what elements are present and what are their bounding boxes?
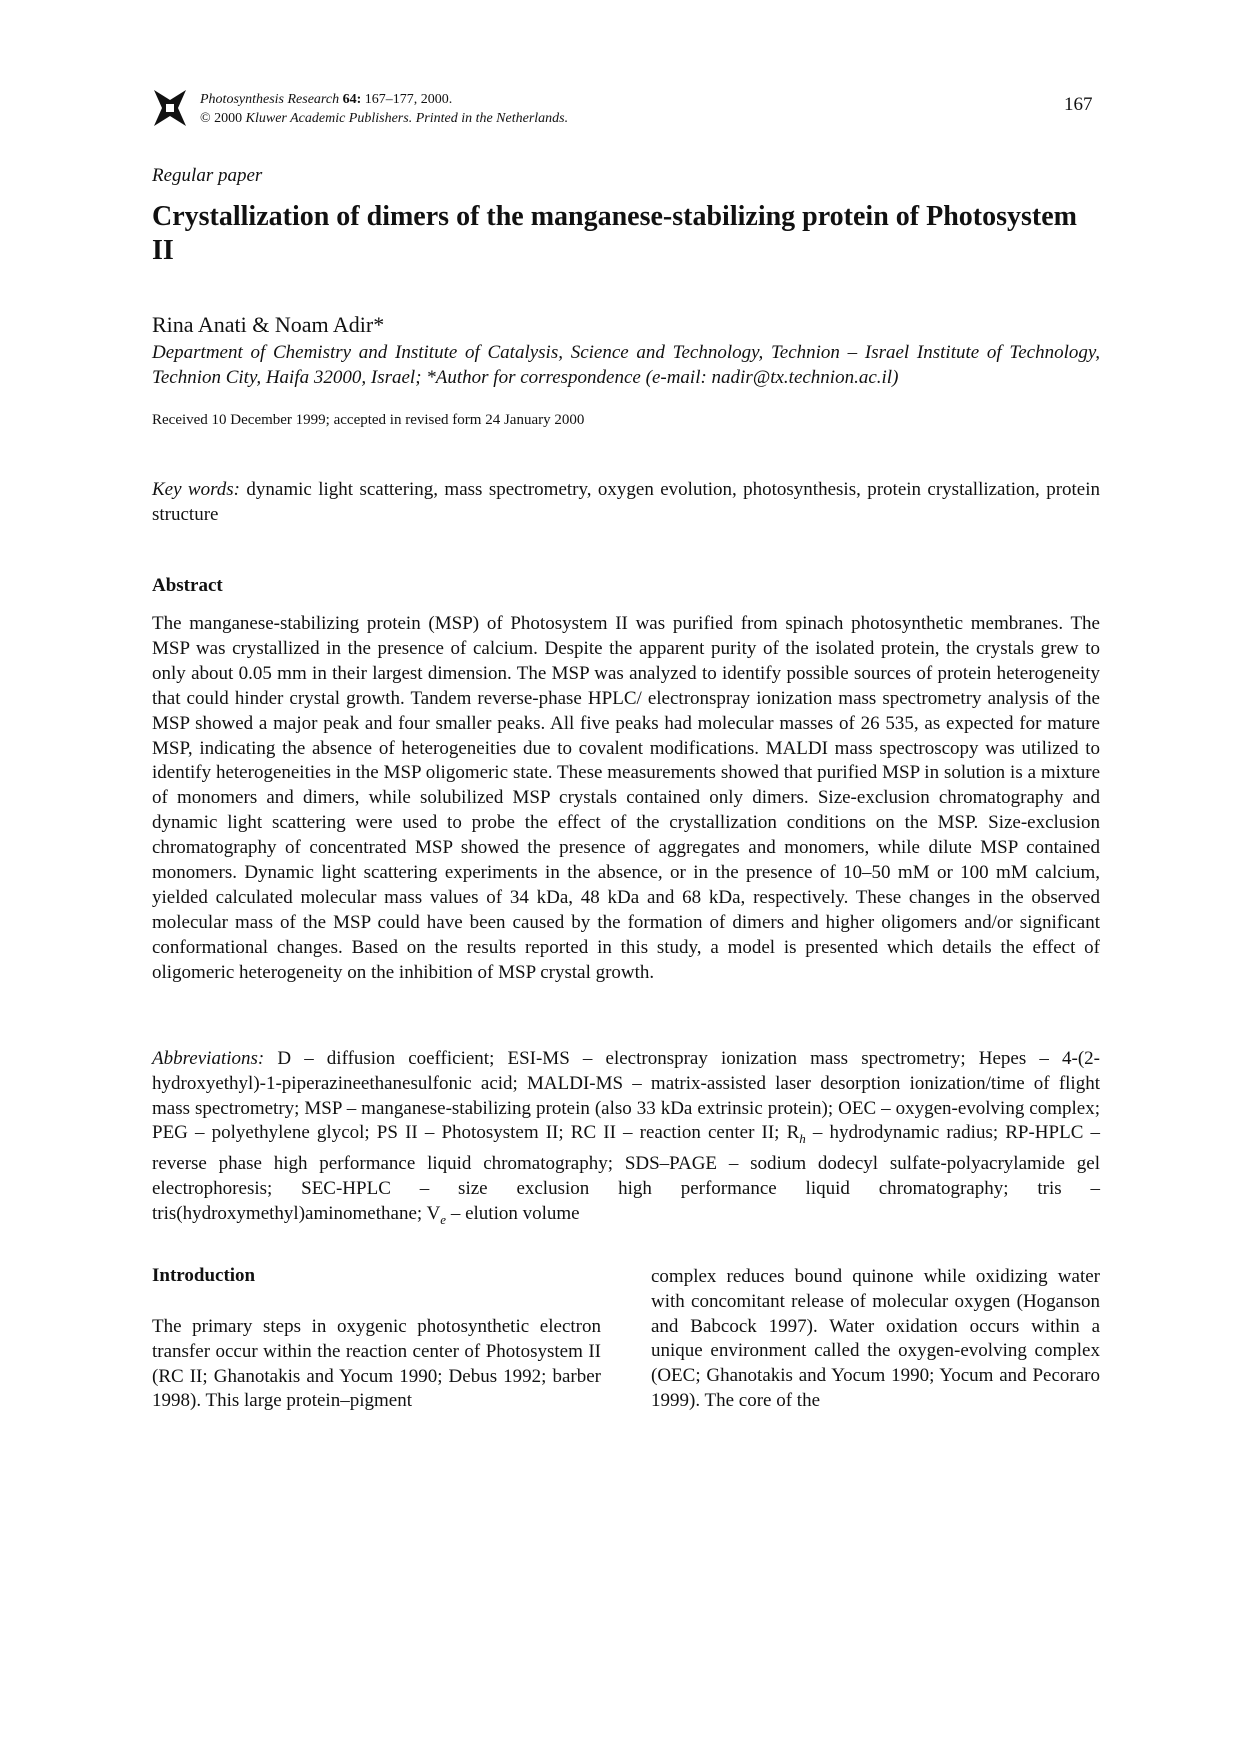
keywords-label: Key words: bbox=[152, 479, 241, 500]
rh-subscript: h bbox=[799, 1131, 806, 1147]
publisher-name: Kluwer Academic Publishers. Printed in the Netherlands. bbox=[245, 111, 569, 126]
abbreviations-text-end: – elution volume bbox=[446, 1202, 580, 1224]
abbreviations-text-mid: – hydrodynamic radius; RP-HPLC – reverse phase high performance liquid chromatography; SDS–PAGE – sodium dodecyl sulfate-polyacrylamide gel electrophoresis; SEC-HPLC – size exclusion high performance liquid chromatography; tris – tris(hydroxymethyl)aminomethane; V bbox=[152, 1122, 1100, 1224]
author-affiliation: Department of Chemistry and Institute of Catalysis, Science and Technology, Technion – Israel Institute of Technology, Technion City, Haifa 32000, Israel; *Author for correspondence (e-mail: nadir@tx.technion.ac.il) bbox=[152, 342, 1100, 388]
article-title: Crystallization of dimers of the manganese-stabilizing protein of Photosystem II bbox=[152, 201, 1077, 266]
journal-line-1 bbox=[200, 90, 568, 109]
article-category: Regular paper bbox=[152, 165, 263, 186]
ve-subscript: e bbox=[440, 1211, 447, 1227]
article-authors: Rina Anati & Noam Adir* bbox=[152, 312, 385, 337]
introduction-heading: Introduction bbox=[152, 1265, 256, 1286]
abbreviations bbox=[152, 1047, 1100, 1232]
abstract-heading: Abstract bbox=[152, 575, 223, 596]
abbreviations-label: Abbreviations: bbox=[152, 1048, 265, 1069]
copyright-year: © 2000 bbox=[200, 111, 243, 126]
introduction-left-column: The primary steps in oxygenic photosynthetic electron transfer occur within the reaction center of Photosystem II (RC II; Ghanotakis and Yocum 1990; Debus 1992; barber 1998). This large protein–pigment bbox=[152, 1316, 601, 1412]
journal-line-2 bbox=[200, 109, 568, 128]
journal-volume: 64: bbox=[342, 92, 362, 107]
journal-pages: 167–177, 2000. bbox=[364, 92, 453, 107]
introduction-right-column: complex reduces bound quinone while oxidizing water with concomitant release of molecular oxygen (Hoganson and Babcock 1997). Water oxidation occurs within a unique environment called the oxygen-evolving complex (OEC; Ghanotakis and Yocum 1990; Yocum and Pecoraro 1999). The core of the bbox=[651, 1266, 1100, 1411]
journal-name: Photosynthesis Research bbox=[200, 92, 340, 107]
keywords bbox=[152, 477, 1100, 527]
publisher-logo-icon bbox=[152, 88, 188, 128]
abstract-text: The manganese-stabilizing protein (MSP) of Photosystem II was purified from spinach photosynthetic membranes. The MSP was crystallized in the presence of calcium. Despite the apparent purity of the isolated protein, the crystals grew to only about 0.05 mm in their largest dimension. The MSP was analyzed to identify possible sources of protein heterogeneity that could hinder crystal growth. Tandem reverse-phase HPLC/ electronspray ionization mass spectrometry analysis of the MSP showed a major peak and four smaller peaks. All five peaks had molecular masses of 26 535, as expected for mature MSP, indicating the absence of heterogeneities due to covalent modifications. MALDI mass spectroscopy was utilized to identify heterogeneities in the MSP oligomeric state. These measurements showed that purified MSP in solution is a mixture of monomers and dimers, while solubilized MSP crystals contained only dimers. Size-exclusion chromatography and dynamic light scattering were used to probe the effect of the crystallization conditions on the MSP. Size-exclusion chromatography of concentrated MSP showed the presence of aggregates and monomers, while dilute MSP contained monomers. Dynamic light scattering experiments in the absence, or in the presence of 10–50 mM or 100 mM calcium, yielded calculated molecular mass values of 34 kDa, 48 kDa and 68 kDa, respectively. These changes in the observed molecular mass of the MSP could have been caused by the formation of dimers and higher oligomers and/or significant conformational changes. Based on the results reported in this study, a model is presented which details the effect of oligomeric heterogeneity on the inhibition of MSP crystal growth. bbox=[152, 613, 1100, 983]
page-number: 167 bbox=[1064, 94, 1093, 115]
abbreviations-text-main: D – diffusion coefficient; ESI-MS – electronspray ionization mass spectrometry; Hepes – 4-(2-hydroxyethyl)-1-piperazineethanesulfonic acid; MALDI-MS – matrix-assisted laser desorption ionization/time of flight mass spectrometry; MSP – manganese-stabilizing protein (also 33 kDa extrinsic protein); OEC – oxygen-evolving complex; PEG – polyethylene glycol; PS II – Photosystem II; RC II – reaction center II; R bbox=[152, 1048, 1100, 1144]
received-dates: Received 10 December 1999; accepted in revised form 24 January 2000 bbox=[152, 412, 585, 428]
journal-citation bbox=[200, 90, 568, 128]
keywords-text: dynamic light scattering, mass spectrometry, oxygen evolution, photosynthesis, protein crystallization, protein structure bbox=[152, 479, 1101, 525]
